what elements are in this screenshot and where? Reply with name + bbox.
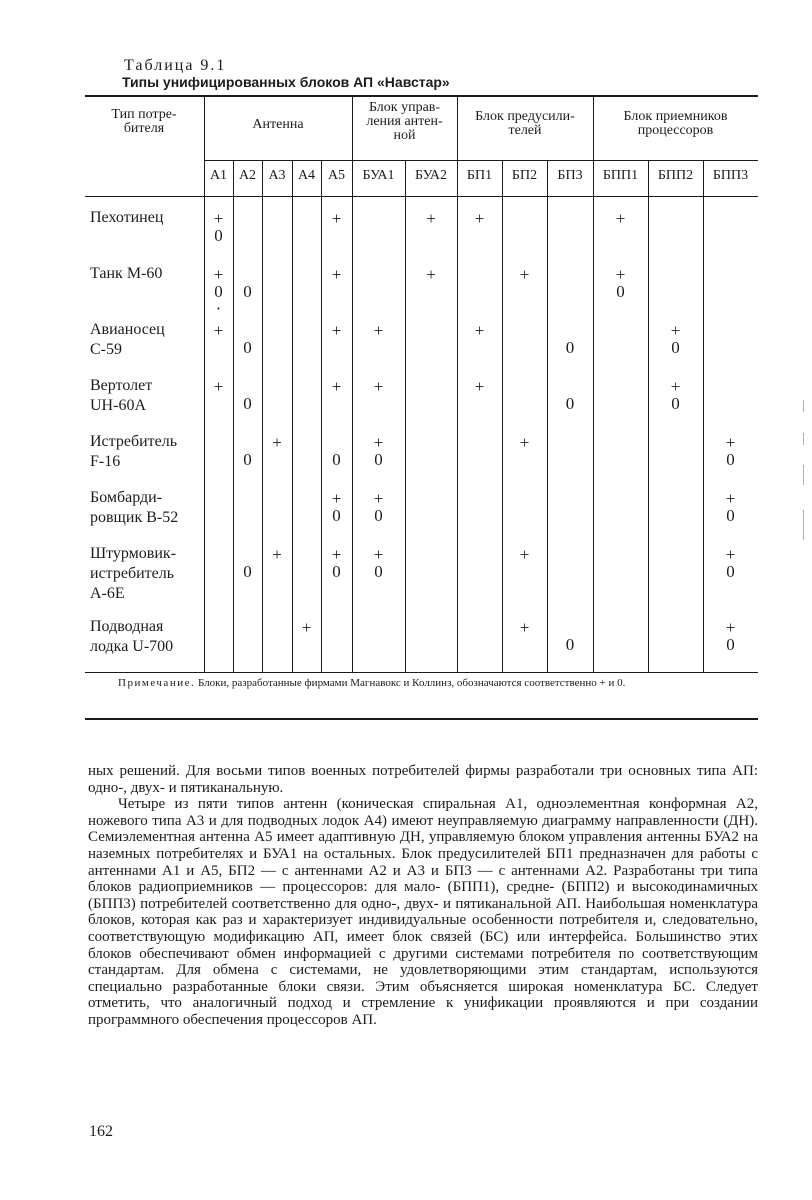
plus-mark: +	[331, 545, 342, 564]
row-label-line: F-16	[90, 453, 121, 470]
table-cell-mark	[703, 490, 758, 524]
dot-mark	[547, 378, 593, 395]
group-header-line: телей	[508, 123, 542, 138]
zero-mark: 0	[332, 562, 341, 581]
plus-mark: +	[519, 433, 530, 452]
table-cell-mark	[352, 434, 405, 468]
table-cell-mark	[262, 546, 292, 563]
row-label-line: Авианосец	[90, 321, 165, 338]
table-cell-mark	[204, 322, 233, 339]
table-cell-mark	[233, 434, 262, 468]
table-cell-mark	[262, 434, 292, 451]
table-cell-mark	[547, 619, 593, 653]
plus-mark: +	[373, 377, 384, 396]
table-cell-mark	[703, 546, 758, 580]
column-header: A4	[297, 168, 316, 183]
row-label-line: лодка U-700	[90, 638, 174, 655]
table-cell-mark	[233, 266, 262, 300]
plus-mark: +	[331, 265, 342, 284]
body-paragraph: Четыре из пяти типов антенн (коническая спиральная A1, одноэлементная конформная A2, ножевого типа A3 и для подводных лодок A4) имеют неуправляемую диаграмму направленности (ДН). Семиэлементная антенна A5 имеет адаптивную ДН, управляемую блоком управления антенны БУА2 на наземных потребителях и БУА1 на остальных. Блок предусилителей БП1 предназначен для работы с антеннами A1 и A5, БП2 — с антеннами A2 и A3 и БП3 — с антеннами A2. Разработаны три типа блоков радиоприемников — процессоров: для мало- (БПП1), средне- (БПП2) и высокодинамичных (БПП3) потребителей соответственно для одно-, двух- и пятиканальной АП. Наибольшая номенклатура блоков, которая как раз и характеризует индивидуальные особенности потребителя и, следовательно, соответствующую модификацию АП, имеет блок связей (БС) или интерфейса. Большинство этих блоков обеспечивают обмен информацией с другими системами потребителя по соответствующим стандартам. Для обмена с системами, не удовлетворяющими этим стандартам, используются специально разработанные блоки связи. Этим объясняется широкая номенклатура БС. Следует отметить, что аналогичный подход и стремление к унификации проявляются и при создании программного обеспечения процессоров АП.	[88, 796, 758, 1028]
row-label	[90, 376, 202, 416]
column-rule	[547, 160, 548, 672]
group-header-line: Антенна	[252, 117, 304, 132]
zero-mark: 0	[374, 562, 383, 581]
column-header: БПП1	[602, 168, 639, 183]
margin-mark	[803, 465, 804, 485]
table-header-rule	[85, 196, 758, 197]
zero-mark: 0	[332, 506, 341, 525]
plus-mark: +	[474, 377, 485, 396]
plus-mark: +	[725, 545, 736, 564]
dot-mark	[233, 378, 262, 395]
body-paragraph: ных решений. Для восьми типов военных потребителей фирмы разработали три основных типа АП: одно-, двух- и пятиканальную.	[88, 763, 758, 796]
plus-mark: +	[670, 321, 681, 340]
column-rule	[262, 160, 263, 672]
table-cell-mark	[292, 619, 321, 636]
zero-mark: 0	[565, 635, 575, 654]
table-cell-mark	[321, 490, 352, 524]
table-cell-mark	[457, 322, 502, 339]
group-header-line: ления антен-	[366, 114, 443, 129]
table-cell-mark	[204, 266, 233, 317]
dot-mark	[233, 322, 262, 339]
group-header	[593, 110, 758, 138]
column-rule	[648, 160, 649, 672]
row-label-line: Вертолет	[90, 377, 153, 394]
table-cell-mark	[204, 378, 233, 395]
table-cell-mark	[233, 546, 262, 580]
table-cell-mark	[502, 619, 547, 636]
zero-mark: 0	[374, 450, 383, 469]
table-cell-mark	[321, 266, 352, 283]
dot-mark	[233, 546, 262, 563]
table-note	[118, 676, 758, 690]
table-cell-mark	[321, 546, 352, 580]
dot-mark	[547, 619, 593, 636]
table-caption-title: Типы унифицированных блоков АП «Навстар»	[122, 74, 450, 90]
group-header	[457, 110, 593, 138]
group-header	[352, 101, 457, 143]
zero-mark: 0	[726, 506, 735, 525]
plus-mark: +	[331, 377, 342, 396]
row-label-line: UH-60A	[90, 397, 146, 414]
row-label-line: Подводная	[90, 618, 164, 635]
table-cell-mark	[321, 322, 352, 339]
row-label	[90, 488, 202, 528]
zero-mark: 0	[214, 282, 223, 301]
plus-mark: +	[213, 265, 224, 284]
column-header: БУА2	[415, 168, 447, 183]
row-label	[90, 208, 202, 228]
note-label: Примечание.	[118, 677, 196, 689]
plus-mark: +	[272, 433, 282, 452]
column-header: A1	[209, 168, 228, 183]
table-cell-mark	[593, 266, 648, 300]
plus-mark: +	[331, 209, 342, 228]
zero-mark: 0	[726, 450, 735, 469]
table-cell-mark	[352, 322, 405, 339]
column-rule	[292, 160, 293, 672]
column-header: A5	[327, 168, 346, 183]
dot-mark	[547, 322, 593, 339]
row-label-line: A-6E	[90, 585, 125, 602]
group-header-line: Блок управ-	[368, 100, 441, 115]
zero-mark: 0	[214, 226, 223, 245]
zero-mark: 0	[726, 635, 735, 654]
plus-mark: +	[615, 209, 626, 228]
table-cell-mark	[321, 434, 352, 468]
table-top-rule	[85, 95, 758, 97]
plus-mark: +	[373, 545, 384, 564]
plus-mark: +	[519, 265, 530, 284]
table-cell-mark	[502, 546, 547, 563]
zero-mark: 0	[671, 338, 680, 357]
dot-mark	[321, 434, 352, 451]
row-label-line: Штурмовик-	[90, 545, 177, 562]
zero-mark: 0	[671, 394, 680, 413]
table-bottom-rule	[85, 672, 758, 673]
zero-mark: 0	[726, 562, 735, 581]
dot-mark: ·	[215, 299, 222, 318]
plus-mark: +	[519, 545, 530, 564]
table-header-midrule	[204, 160, 758, 161]
column-header: A2	[238, 168, 257, 183]
plus-mark: +	[670, 377, 681, 396]
row-label	[90, 617, 202, 657]
plus-mark: +	[615, 265, 626, 284]
table-cell-mark	[502, 266, 547, 283]
column-header: БПП3	[712, 168, 749, 183]
note-text: Блоки, разработанные фирмами Магнавокс и Коллинз, обозначаются соответственно + и 0.	[197, 677, 626, 689]
plus-mark: +	[373, 433, 384, 452]
plus-mark: +	[331, 489, 342, 508]
table-cell-mark	[352, 378, 405, 395]
margin-mark	[803, 433, 804, 445]
corner-header	[88, 108, 200, 136]
table-cell-mark	[233, 322, 262, 356]
plus-mark: +	[272, 545, 282, 564]
plus-mark: +	[301, 618, 312, 637]
table-cell-mark	[703, 434, 758, 468]
row-label-line: Бомбарди-	[90, 489, 163, 506]
plus-mark: +	[373, 321, 384, 340]
column-header: БП3	[557, 168, 583, 183]
table-cell-mark	[321, 378, 352, 395]
plus-mark: +	[373, 489, 384, 508]
column-rule	[703, 160, 704, 672]
row-label	[90, 432, 202, 472]
table-cell-mark	[547, 378, 593, 412]
table-cell-mark	[233, 378, 262, 412]
zero-mark: 0	[565, 394, 575, 413]
plus-mark: +	[519, 618, 530, 637]
corner-header-line: Тип потре-	[111, 107, 177, 122]
plus-mark: +	[331, 321, 342, 340]
row-label-line: С-59	[90, 341, 122, 358]
row-label-line: Истребитель	[90, 433, 178, 450]
zero-mark: 0	[565, 338, 575, 357]
column-rule	[502, 160, 503, 672]
corner-header-line: бителя	[123, 121, 165, 136]
plus-mark: +	[426, 209, 436, 228]
zero-mark: 0	[243, 338, 252, 357]
row-label	[90, 544, 202, 604]
plus-mark: +	[725, 489, 736, 508]
zero-mark: 0	[616, 282, 625, 301]
group-header-line: ной	[393, 128, 416, 143]
row-label-line: Пехотинец	[90, 209, 164, 226]
table-cell-mark	[547, 322, 593, 356]
table-cell-mark	[405, 210, 457, 227]
column-header: A3	[268, 168, 286, 183]
table-cell-mark	[703, 619, 758, 653]
plus-mark: +	[213, 321, 224, 340]
row-label	[90, 264, 202, 284]
zero-mark: 0	[332, 450, 341, 469]
row-label-line: Танк М-60	[90, 265, 163, 282]
table-cell-mark	[457, 378, 502, 395]
dot-mark	[233, 266, 262, 283]
column-header: БУА1	[362, 168, 395, 183]
table-cell-mark	[405, 266, 457, 283]
table-cell-mark	[593, 210, 648, 227]
table-caption-label: Таблица 9.1	[124, 57, 227, 74]
plus-mark: +	[474, 321, 485, 340]
plus-mark: +	[213, 377, 224, 396]
table-cell-mark	[352, 546, 405, 580]
table-cell-mark	[457, 210, 502, 227]
table-cell-mark	[321, 210, 352, 227]
row-label	[90, 320, 202, 360]
column-header: БП2	[511, 168, 538, 183]
zero-mark: 0	[374, 506, 383, 525]
zero-mark: 0	[243, 394, 252, 413]
plus-mark: +	[725, 618, 736, 637]
column-rule	[233, 160, 234, 672]
page-number: 162	[89, 1123, 113, 1140]
group-header	[204, 118, 352, 132]
row-label-line: ровщик B-52	[90, 509, 179, 526]
zero-mark: 0	[243, 562, 252, 581]
plus-mark: +	[426, 265, 436, 284]
margin-mark	[803, 400, 804, 412]
table-cell-mark	[502, 434, 547, 451]
note-bottom-rule	[85, 718, 758, 720]
column-rule	[321, 160, 322, 672]
table-cell-mark	[648, 378, 703, 412]
zero-mark: 0	[243, 282, 252, 301]
table-cell-mark	[648, 322, 703, 356]
group-header-line: Блок приемников	[623, 109, 728, 124]
plus-mark: +	[725, 433, 736, 452]
zero-mark: 0	[243, 450, 252, 469]
column-rule	[405, 160, 406, 672]
margin-mark	[803, 510, 804, 540]
body-text	[88, 763, 758, 1029]
plus-mark: +	[474, 209, 485, 228]
dot-mark	[233, 434, 262, 451]
group-header-line: процессоров	[637, 123, 714, 138]
group-header-line: Блок предусили-	[475, 109, 575, 124]
column-header: БП1	[466, 168, 493, 183]
row-label-line: истребитель	[90, 565, 175, 582]
table-cell-mark	[204, 210, 233, 244]
table-cell-mark	[352, 490, 405, 524]
plus-mark: +	[213, 209, 224, 228]
column-header: БПП2	[657, 168, 694, 183]
